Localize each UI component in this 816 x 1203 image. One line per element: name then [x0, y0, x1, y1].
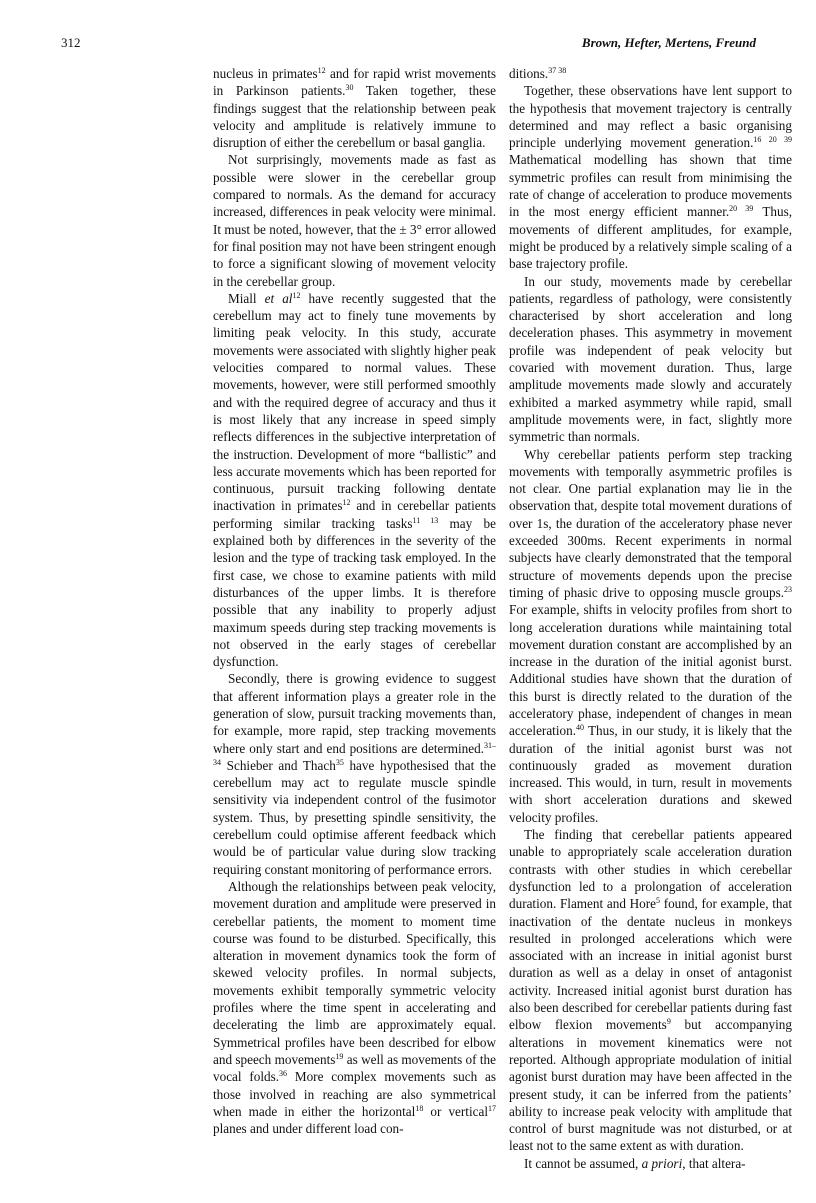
page-number: 312 [61, 35, 81, 50]
body-paragraph [213, 65, 496, 151]
reference-citation: 36 [279, 1069, 288, 1079]
paragraph-text: nucleus in primates [213, 66, 318, 81]
paragraph-text: Taken together, these findings suggest that the relationship between peak velocity and amplitude is relatively immune to disruption of either the cerebellum or basal ganglia. [213, 83, 496, 151]
paragraph-text: Thus, movements of different amplitudes, for example, might be produced by a relatively simple scaling of a base trajectory profile. [509, 204, 792, 272]
paragraph-text: Together, these observations have lent support to the hypothesis that movement trajectory is centrally determined and may reflect a basic organising principle underlying movement generation. [509, 83, 792, 151]
reference-citation: 17 [488, 1103, 496, 1113]
paragraph-text: Miall [228, 290, 265, 306]
paragraph-text: Although the relationships between peak velocity, movement duration and amplitude were preserved in cerebellar patients, the moment to moment time course was found to be disturbed. Specifically, this alteration in movement dynamics took the form of skewed velocity profiles. In normal subjects, movements exhibit temporally symmetric velocity profiles where the time spent in accelerating and decelerating the limb are approximately equal. Symmetrical profiles have been described for elbow and speech movements [213, 878, 496, 1067]
reference-citation: 12 [342, 498, 351, 508]
paragraph-text: , that altera- [682, 1155, 746, 1171]
body-paragraph [509, 82, 792, 272]
paragraph-text: but accompanying alterations in movement kinematics were not reported. Although appropriate modulation of initial agonist burst duration may have been affected in the present study, it can be inferred from the patients’ ability to increase peak velocity with amplitude that control of burst magnitude was not disturbed, or at least not to the same extent as with duration. [509, 1017, 792, 1154]
reference-citation: 31–34 [213, 740, 496, 767]
paragraph-text: planes and under different load con- [213, 1121, 404, 1137]
paragraph-text: may be explained both by differences in the severity of the lesion and the type of tracking task employed. In the first case, we chose to examine patients with mild disturbances of the upper limbs. It is therefore possible that any inability to properly adjust maximum speeds during step tracking movements is not observed in the early stages of cerebellar dysfunction. [213, 515, 497, 670]
italic-text: a priori [641, 1155, 683, 1171]
body-paragraph [509, 446, 792, 827]
paragraph-text: have hypothesised that the cerebellum may act to regulate muscle spindle sensitivity via independent control of the fusimotor system. Thus, by presetting spindle sensitivity, the cerebellum could optimise afferent feedback which would be of particular value during slow tracking requiring constant monitoring of performance errors. [213, 757, 497, 877]
body-paragraph [213, 878, 496, 1137]
reference-citation: 35 [335, 757, 344, 767]
paragraph-text: More complex movements such as those involved in reaching are also symmetrical when made in either the horizontal [213, 1069, 497, 1119]
reference-citation: 18 [415, 1103, 424, 1113]
body-paragraph [213, 670, 496, 878]
reference-citation: 12 [292, 290, 301, 300]
reference-citation: 9 [666, 1017, 671, 1027]
body-paragraph [509, 1155, 792, 1172]
paragraph-text: Thus, in our study, it is likely that the duration of the initial agonist burst was not continuously graded as movement duration increased. This would, in turn, result in movements with short acceleration durations and skewed velocity profiles. [509, 723, 792, 825]
reference-citation: 40 [576, 723, 584, 733]
paragraph-text: The finding that cerebellar patients appeared unable to appropriately scale acceleration duration contrasts with other studies in which cerebellar dysfunction led to a prolongation of acceleration duration. Flament and Hore [509, 827, 792, 912]
reference-citation: 16 20 39 [753, 135, 792, 145]
paragraph-text: as well as movements of the vocal folds. [213, 1051, 496, 1085]
running-head-authors: Brown, Hefter, Mertens, Freund [581, 35, 756, 50]
paragraph-text: found, for example, that inactivation of the dentate nucleus in monkeys resulted in prolonged accelerations which were associated with an increase in initial agonist burst duration as well as a delay in onset of antagonist activity. Increased initial agonist burst duration has also been described for cerebellar patients during fast elbow flexion movements [509, 896, 792, 1033]
reference-citation: 19 [335, 1051, 344, 1061]
paragraph-text: and in cerebellar patients performing similar tracking tasks [213, 498, 496, 531]
reference-citation: 11 13 [412, 515, 439, 525]
body-paragraph [509, 65, 792, 82]
italic-text: et al [264, 290, 293, 306]
body-paragraph [509, 826, 792, 1155]
paragraph-text: For example, shifts in velocity profiles from short to long acceleration durations while maintaining total movement duration constant are accomplished by an increase in the duration of the initial agonist burst. Additional studies have shown that the duration of this burst is directly related to the duration of the acceleratory phase, independent of changes in mean acceleration. [509, 602, 792, 739]
paragraph-text: Why cerebellar patients perform step tracking movements with temporally asymmetric profiles is not clear. One partial explanation may lie in the observation that, despite total movement durations of over 1s, the duration of the acceleratory phase never exceeded 300ms. Recent experiments in normal subjects have clearly demonstrated that the temporal structure of movements depends upon the precise timing of phasic drive to opposing muscle groups. [509, 446, 792, 600]
paragraph-text: have recently suggested that the cerebellum may act to finely tune movements by limiting peak velocity. In this study, accurate movements were associated with slightly higher peak velocities compared to normal values. These movements, however, were still performed smoothly and with the required degree of accuracy and thus it is most likely that any increase in speed simply reflects differences in the subjective interpretation of the instruction. Development of more “ballistic” and less accurate movements which has been reported for continuous, pursuit tracking following dentate inactivation in primates [213, 290, 496, 514]
paragraph-text: It cannot be assumed, [524, 1155, 642, 1171]
reference-citation: 37 38 [548, 66, 567, 75]
reference-citation: 12 [317, 66, 326, 75]
paragraph-text: Not surprisingly, movements made as fast as possible were slower in the cerebellar group compared to normals. As the demand for accuracy increased, differences in peak velocity were minimal. It must be noted, however, that the ± 3° error allowed for final position may not have been stringent enough to force a significant slowing of movement velocity in the cerebellar group. [213, 152, 496, 289]
paragraph-text: In our study, movements made by cerebellar patients, regardless of pathology, were consistently characterised by short acceleration and long deceleration phases. This asymmetry in movement profile was independent of peak velocity but covaried with movement duration. Thus, large amplitude movements made slowly and accurately exhibited a marked asymmetry while rapid, small amplitude movements were, in fact, slightly more symmetric than normals. [509, 273, 792, 445]
paragraph-text: Mathematical modelling has shown that time symmetric profiles can result from minimising the rate of change of acceleration to produce movements in the most energy efficient manner. [509, 152, 792, 220]
paragraph-text: ditions. [509, 66, 549, 81]
paragraph-text: or vertical [423, 1103, 488, 1119]
paragraph-text: and for rapid wrist movements in Parkinson patients. [213, 66, 496, 99]
reference-citation: 23 [784, 584, 792, 594]
body-paragraph [509, 273, 792, 446]
left-column [213, 65, 496, 1137]
body-paragraph [213, 290, 496, 671]
body-paragraph [213, 151, 496, 289]
reference-citation: 30 [345, 83, 354, 93]
reference-citation: 5 [655, 896, 660, 906]
paragraph-text: Secondly, there is growing evidence to suggest that afferent information plays a greater role in the generation of slow, pursuit tracking movements than, for example, more rapid, step tracking movements where only start and end positions are determined. [213, 671, 496, 756]
paragraph-text: Schieber and Thach [221, 757, 336, 773]
reference-citation: 20 39 [729, 204, 754, 214]
right-column [509, 65, 792, 1172]
